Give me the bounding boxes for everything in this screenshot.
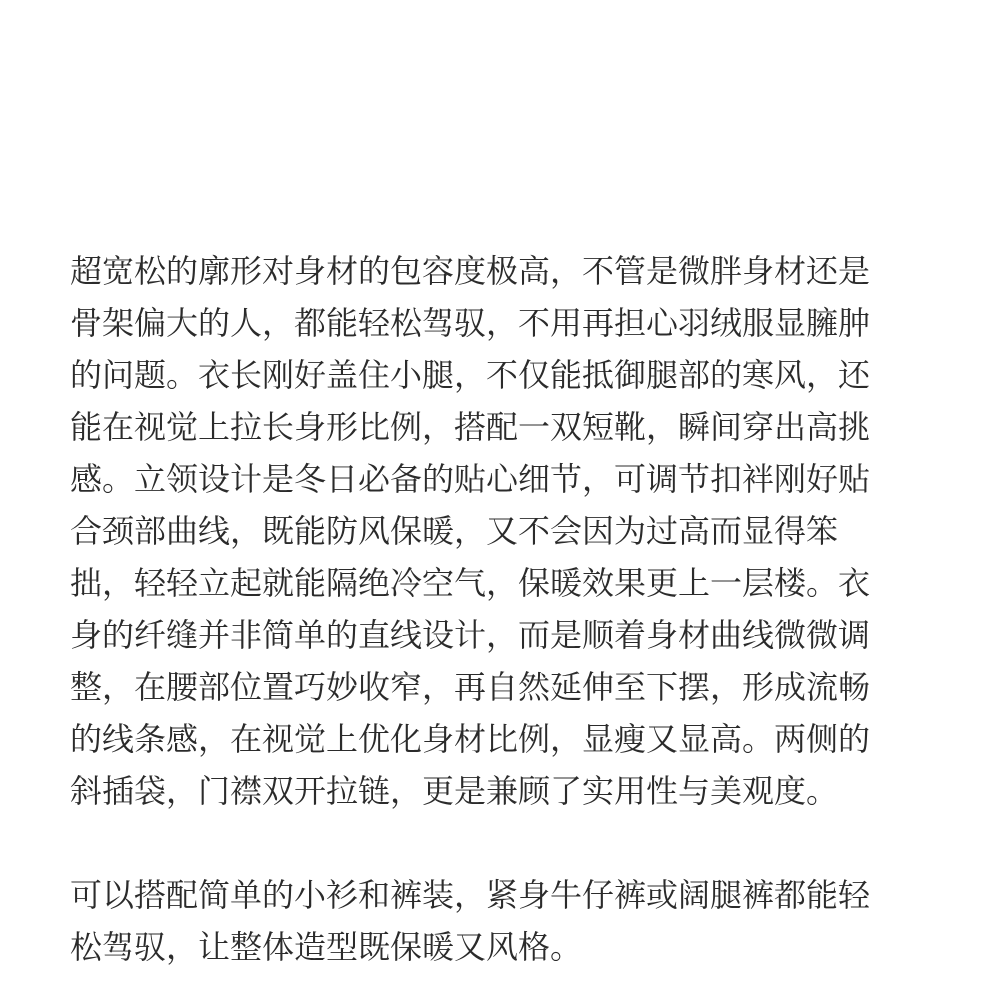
- text-line: 斜插袋，门襟双开拉链，更是兼顾了实用性与美观度。: [70, 772, 839, 810]
- text-line: 感。立领设计是冬日必备的贴心细节，可调节扣袢刚好贴: [70, 460, 871, 498]
- article-body: [70, 245, 930, 973]
- text-line: 骨架偏大的人，都能轻松驾驭，不用再担心羽绒服显臃肿: [70, 304, 871, 342]
- text-line: 松驾驭，让整体造型既保暖又风格。: [70, 928, 583, 966]
- text-line: 可以搭配简单的小衫和裤装，紧身牛仔裤或阔腿裤都能轻: [70, 876, 871, 914]
- paragraph-1: [70, 245, 930, 817]
- text-line: 超宽松的廓形对身材的包容度极高，不管是微胖身材还是: [70, 252, 871, 290]
- text-line: 的线条感，在视觉上优化身材比例，显瘦又显高。两侧的: [70, 720, 871, 758]
- paragraph-gap: [70, 817, 930, 869]
- text-line: 拙，轻轻立起就能隔绝冷空气，保暖效果更上一层楼。衣: [70, 564, 871, 602]
- text-line: 合颈部曲线，既能防风保暖，又不会因为过高而显得笨: [70, 512, 839, 550]
- text-line: 身的纤缝并非简单的直线设计，而是顺着身材曲线微微调: [70, 616, 871, 654]
- text-line: 能在视觉上拉长身形比例，搭配一双短靴，瞬间穿出高挑: [70, 408, 871, 446]
- text-line: 的问题。衣长刚好盖住小腿，不仅能抵御腿部的寒风，还: [70, 356, 871, 394]
- text-line: 整，在腰部位置巧妙收窄，再自然延伸至下摆，形成流畅: [70, 668, 871, 706]
- paragraph-2: [70, 869, 930, 973]
